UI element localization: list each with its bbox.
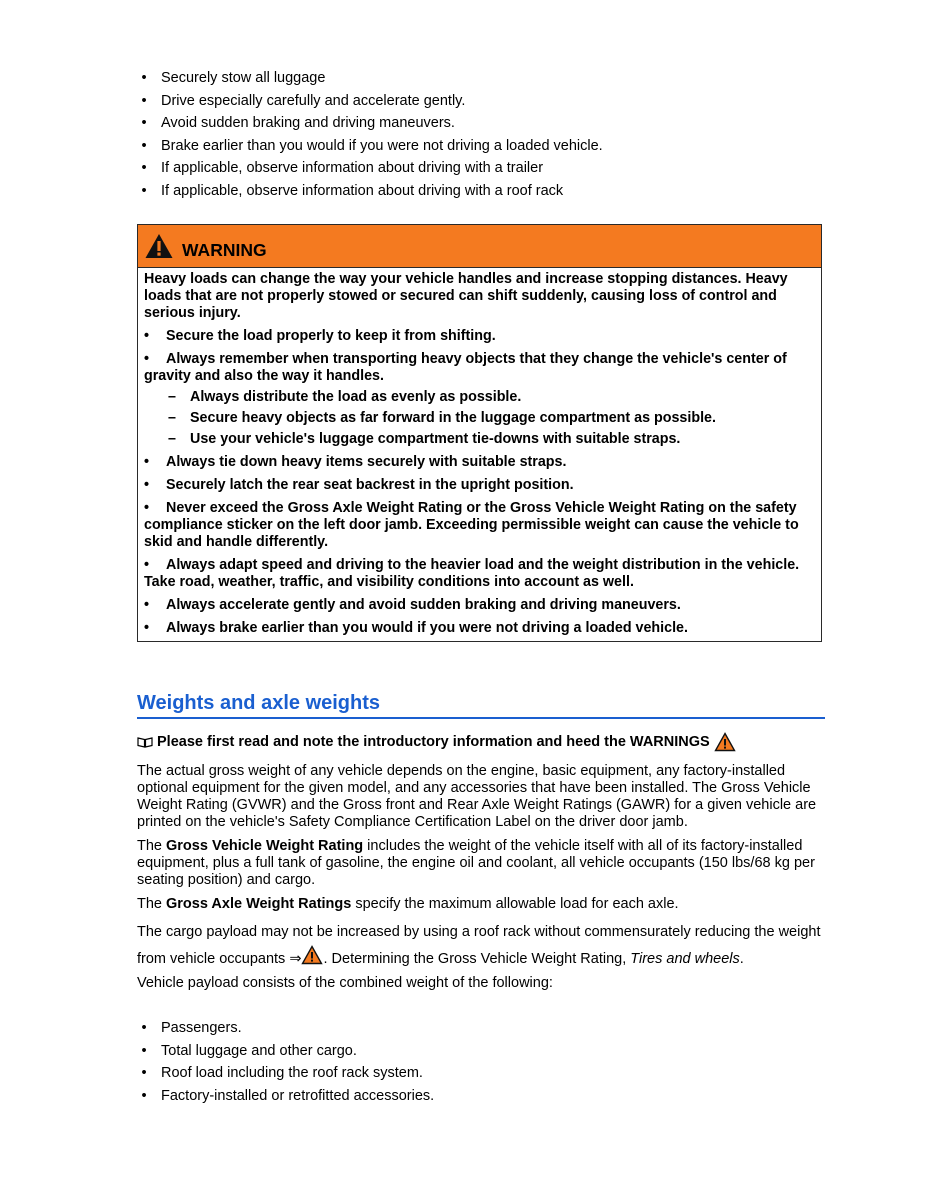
section-body <box>137 763 827 999</box>
list-item: • If applicable, observe information about driving with a roof rack <box>141 182 564 199</box>
list-item: • Securely stow all luggage <box>141 70 326 86</box>
intro-note: Please first read and note the introductory information and heed the WARNINGS <box>137 732 736 752</box>
paragraph: The Gross Vehicle Weight Rating includes the weight of the vehicle itself with all of its factory-installed equipment, plus a full tank of gasoline, the engine oil and coolant, all vehicle occupants (150 lbs/68 kg per seating position) and cargo. <box>137 838 815 888</box>
list-item: • Passengers. <box>141 1020 242 1036</box>
list-item: • If applicable, observe information about driving with a trailer <box>141 160 544 177</box>
warning-bullet: • Never exceed the Gross Axle Weight Rating or the Gross Vehicle Weight Rating on the safety compliance sticker on the left door jamb. Exceeding permissible weight can cause the vehicle to skid and handle differently. <box>144 500 799 550</box>
warning-bullet: • Always tie down heavy items securely with suitable straps. <box>144 454 567 470</box>
section-heading: Weights and axle weights <box>137 692 381 714</box>
warning-bullet: • Secure the load properly to keep it from shifting. <box>144 328 496 344</box>
warning-dash-item: – Use your vehicle's luggage compartment tie-downs with suitable straps. <box>168 431 681 447</box>
warning-dash-item: – Secure heavy objects as far forward in the luggage compartment as possible. <box>168 410 716 426</box>
list-item: • Factory-installed or retrofitted accessories. <box>141 1087 435 1104</box>
warning-title: WARNING <box>182 240 267 260</box>
heading-underline <box>137 717 825 719</box>
warning-triangle-icon <box>144 232 174 260</box>
warning-bullet: • Securely latch the rear seat backrest in the upright position. <box>144 477 574 493</box>
paragraph: The actual gross weight of any vehicle depends on the engine, basic equipment, any factory-installed optional equipment for the given model, and any accessories that have been installed. The Gross Vehicle Weight Rating (GVWR) and the Gross front and Rear Axle Weight Ratings (GAWR) for a given vehicle are printed on the vehicle's Safety Compliance Certification Label on the driver door jamb. <box>137 763 817 830</box>
warning-header <box>138 225 821 268</box>
paragraph: Vehicle payload consists of the combined weight of the following: <box>137 975 553 991</box>
warning-bullet: • Always accelerate gently and avoid sudden braking and driving maneuvers. <box>144 597 681 613</box>
warning-triangle-icon <box>714 732 736 752</box>
list-item: • Avoid sudden braking and driving maneuvers. <box>141 115 455 132</box>
warning-bullet: • Always remember when transporting heavy objects that they change the vehicle's center of gravity and also the way it handles. <box>144 351 787 384</box>
warning-body <box>138 268 821 637</box>
cross-reference-link[interactable]: Tires and wheels <box>630 951 740 967</box>
open-book-icon <box>137 736 153 748</box>
warning-intro: Heavy loads can change the way your vehicle handles and increase stopping distances. Heavy loads that are not properly stowed or secured can shift suddenly, causing loss of control and serious injury. <box>144 271 788 321</box>
warning-box <box>137 224 822 642</box>
top-bullet-list <box>137 70 837 206</box>
warning-bullet: • Always adapt speed and driving to the heavier load and the weight distribution in the vehicle. Take road, weather, traffic, and visibility conditions into account as well. <box>144 557 800 590</box>
paragraph: The Gross Axle Weight Ratings specify the maximum allowable load for each axle. <box>137 896 679 912</box>
payload-list <box>137 1020 837 1110</box>
warning-bullet: • Always brake earlier than you would if you were not driving a loaded vehicle. <box>144 620 688 636</box>
paragraph: The cargo payload may not be increased by using a roof rack without commensurately reducing the weight from vehicle occupants ⇒ . Determining the Gross Vehicle Weight Rating, Tires and wheels. <box>137 924 821 967</box>
list-item: • Total luggage and other cargo. <box>141 1042 357 1059</box>
warning-dash-item: – Always distribute the load as evenly as possible. <box>168 389 522 405</box>
warning-triangle-icon[interactable] <box>301 945 323 965</box>
list-item: • Roof load including the roof rack system. <box>141 1065 423 1082</box>
list-item: • Drive especially carefully and accelerate gently. <box>141 92 466 109</box>
list-item: • Brake earlier than you would if you were not driving a loaded vehicle. <box>141 137 603 154</box>
